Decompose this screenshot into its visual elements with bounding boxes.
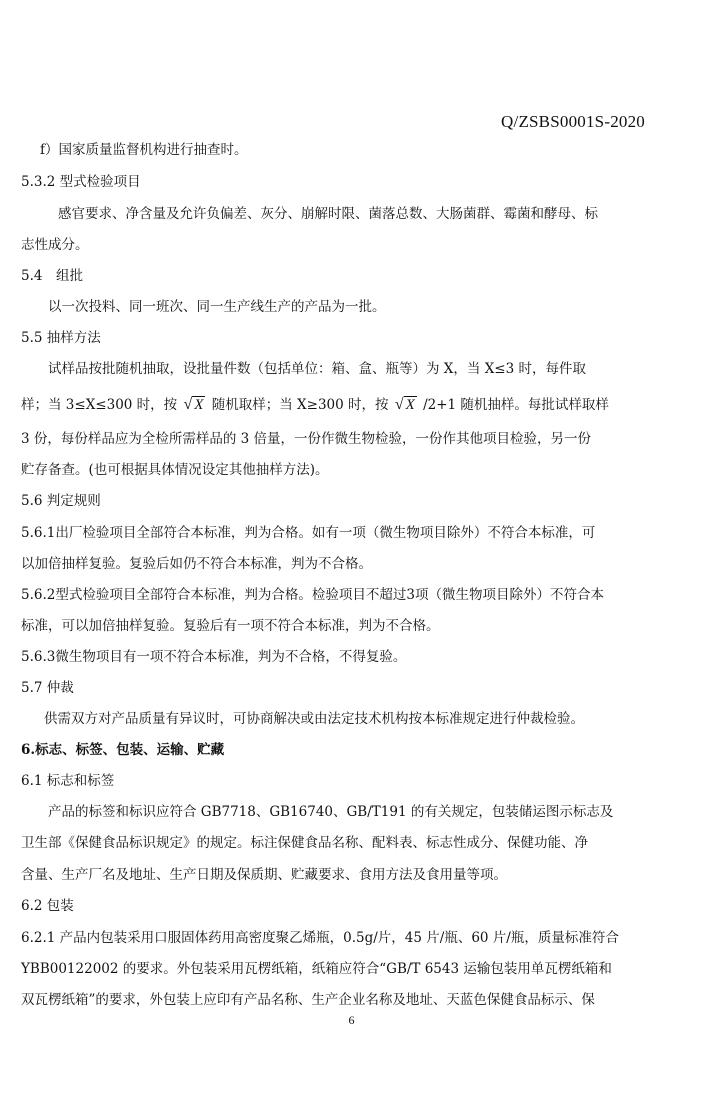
document-code: Q/ZSBS0001S-2020 (501, 112, 645, 131)
text-line: 以一次投料、同一班次、同一生产线生产的产品为一批。 (48, 299, 386, 315)
section-heading: 6.1 标志和标签 (21, 773, 115, 789)
text-line: 双瓦楞纸箱”的要求，外包装上应印有产品名称、生产企业名称及地址、天蓝色保健食品标示、保 (21, 992, 595, 1008)
section-heading: 5.5 抽样方法 (21, 330, 101, 346)
text-line: 产品的标签和标识应符合 GB7718、GB16740、GB/T191 的有关规定，包装储运图示标志及 (48, 804, 614, 820)
text-line: 试样品按批随机抽取，设批量件数（包括单位：箱、盒、瓶等）为 X，当 X≤3 时，每件取 (48, 361, 586, 377)
text-line: 标准，可以加倍抽样复验。复验后有一项不符合本标准，判为不合格。 (21, 618, 440, 634)
section-heading: 6.2 包装 (21, 898, 74, 914)
text-line: 6.2.1 产品内包装采用口服固体药用高密度聚乙烯瓶，0.5g/片，45 片/瓶、60 片/瓶，质量标准符合 (21, 930, 619, 946)
sqrt-variable: X (405, 397, 415, 413)
text-line: 5.6.3微生物项目有一项不符合本标准，判为不合格，不得复验。 (21, 649, 407, 665)
text-line: 贮存备查。(也可根据具体情况设定其他抽样方法)。 (21, 462, 329, 478)
text-line: 供需双方对产品质量有异议时，可协商解决或由法定技术机构按本标准规定进行仲裁检验。 (44, 711, 584, 727)
section-heading: 5.7 仲裁 (21, 680, 74, 696)
text-line: 含量、生产厂名及地址、生产日期及保质期、贮藏要求、食用方法及食用量等项。 (21, 867, 507, 883)
sqrt-formula (183, 395, 205, 415)
text-segment: /2+1 随机抽样。每批试样取样 (423, 397, 609, 413)
text-line: 5.6.1出厂检验项目全部符合本标准，判为合格。如有一项（微生物项目除外）不符合本标准，可 (21, 525, 596, 541)
text-line: f）国家质量监督机构进行抽查时。 (40, 142, 248, 158)
text-segment: 样；当 3≤X≤300 时，按 (21, 397, 178, 413)
text-line: 卫生部《保健食品标识规定》的规定。标注保健食品名称、配料表、标志性成分、保健功能、净 (21, 835, 588, 851)
chapter-heading: 6.标志、标签、包装、运输、贮藏 (21, 742, 225, 758)
section-heading: 5.3.2 型式检验项目 (21, 174, 141, 190)
section-heading: 5.6 判定规则 (21, 493, 101, 509)
text-line: 5.6.2型式检验项目全部符合本标准，判为合格。检验项目不超过3项（微生物项目除外）不符合本 (21, 587, 604, 603)
text-line: YBB00122002 的要求。外包装采用瓦楞纸箱，纸箱应符合“GB/T 6543 运输包装用单瓦楞纸箱和 (21, 961, 612, 977)
sqrt-variable: X (194, 397, 204, 413)
sqrt-symbol: √ (183, 396, 193, 413)
section-heading: 5.4 组批 (21, 268, 83, 284)
text-line: 以加倍抽样复验。复验后如仍不符合本标准，判为不合格。 (21, 556, 372, 572)
page-number: 6 (348, 1013, 355, 1027)
text-segment: 随机取样；当 X≥300 时，按 (211, 397, 389, 413)
sqrt-formula (395, 395, 417, 415)
text-line: 感官要求、净含量及允许负偏差、灰分、崩解时限、菌落总数、大肠菌群、霉菌和酵母、标 (58, 206, 598, 222)
text-line-with-formula (21, 395, 609, 415)
sqrt-symbol: √ (394, 396, 404, 413)
text-line: 志性成分。 (21, 237, 89, 253)
text-line: 3 份，每份样品应为全检所需样品的 3 倍量，一份作微生物检验，一份作其他项目检验，另一份 (21, 431, 592, 447)
